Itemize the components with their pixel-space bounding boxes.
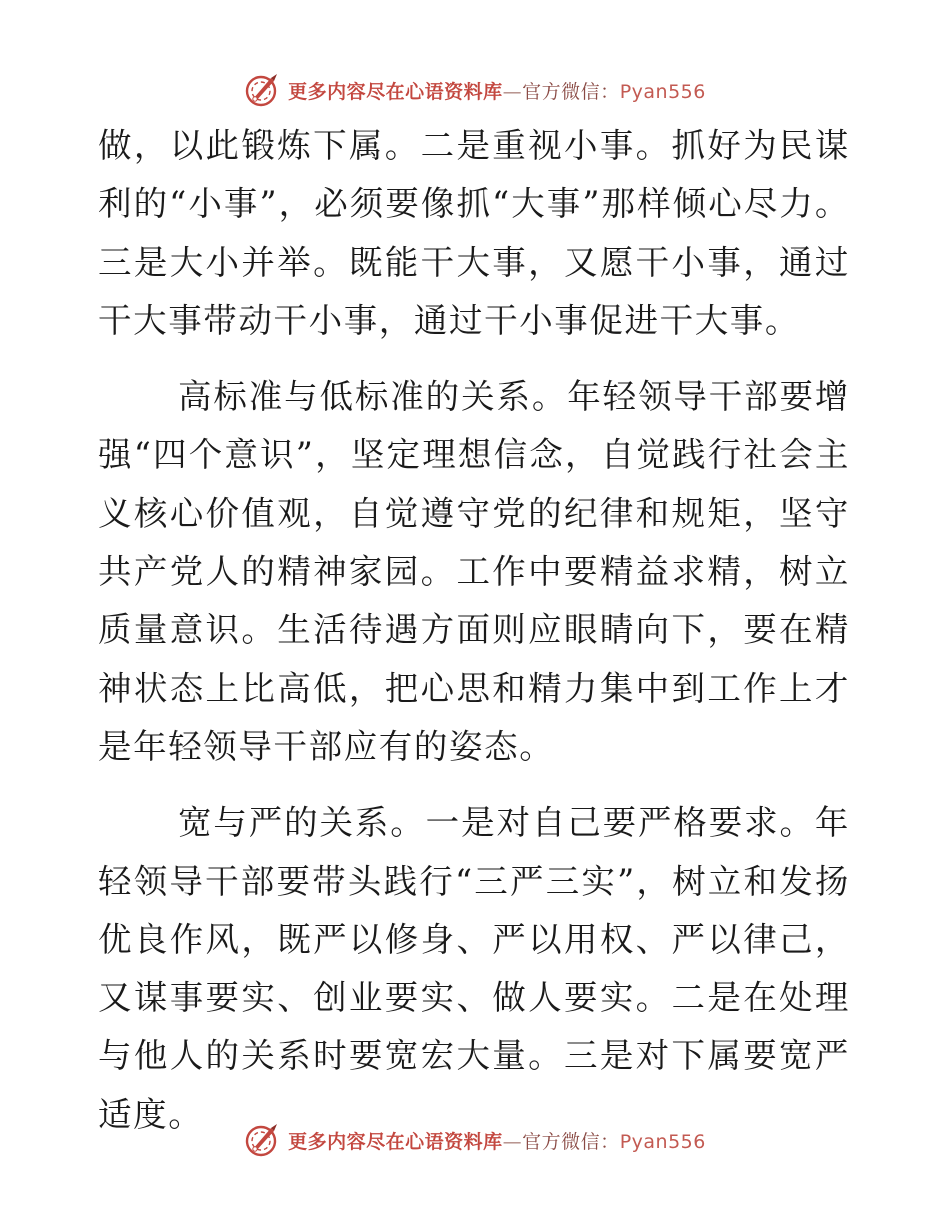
banner-wechat-label: 官方微信： (522, 80, 620, 103)
paragraph-continuation: 做，以此锻炼下属。二是重视小事。抓好为民谋利的“小事”，必须要像抓“大事”那样倾心尽力。三是大小并举。既能干大事，又愿干小事，通过干大事带动干小事，通过干小事促进干大事。 (98, 126, 850, 340)
banner-main-text: 更多内容尽在心语资料库 (288, 1130, 503, 1153)
banner-text (288, 1127, 706, 1154)
paragraph-leniency-strictness: 宽与严的关系。一是对自己要严格要求。年轻领导干部要带头践行“三严三实”，树立和发扬优良作风，既严以修身、严以用权、严以律己，又谋事要实、创业要实、做人要实。二是在处理与他人的关系时要宽宏大量。三是对下属要宽严适度。 (98, 803, 850, 1134)
banner-account: Pyan556 (619, 80, 706, 103)
banner-main-text: 更多内容尽在心语资料库 (288, 80, 503, 103)
quill-pen-logo-icon (244, 1122, 280, 1158)
header-banner (0, 70, 950, 110)
banner-wechat-label: 官方微信： (522, 1130, 620, 1153)
footer-banner (0, 1120, 950, 1160)
paragraph-standards: 高标准与低标准的关系。年轻领导干部要增强“四个意识”，坚定理想信念，自觉践行社会主义核心价值观，自觉遵守党的纪律和规矩，坚守共产党人的精神家园。工作中要精益求精，树立质量意识。生活待遇方面则应眼睛向下，要在精神状态上比高低，把心思和精力集中到工作上才是年轻领导干部应有的姿态。 (98, 377, 850, 766)
banner-dash: — (502, 1130, 523, 1153)
banner-text (288, 77, 706, 104)
banner-dash: — (502, 80, 523, 103)
banner-account: Pyan556 (619, 1130, 706, 1153)
document-body (98, 117, 850, 1144)
quill-pen-logo-icon (244, 72, 280, 108)
